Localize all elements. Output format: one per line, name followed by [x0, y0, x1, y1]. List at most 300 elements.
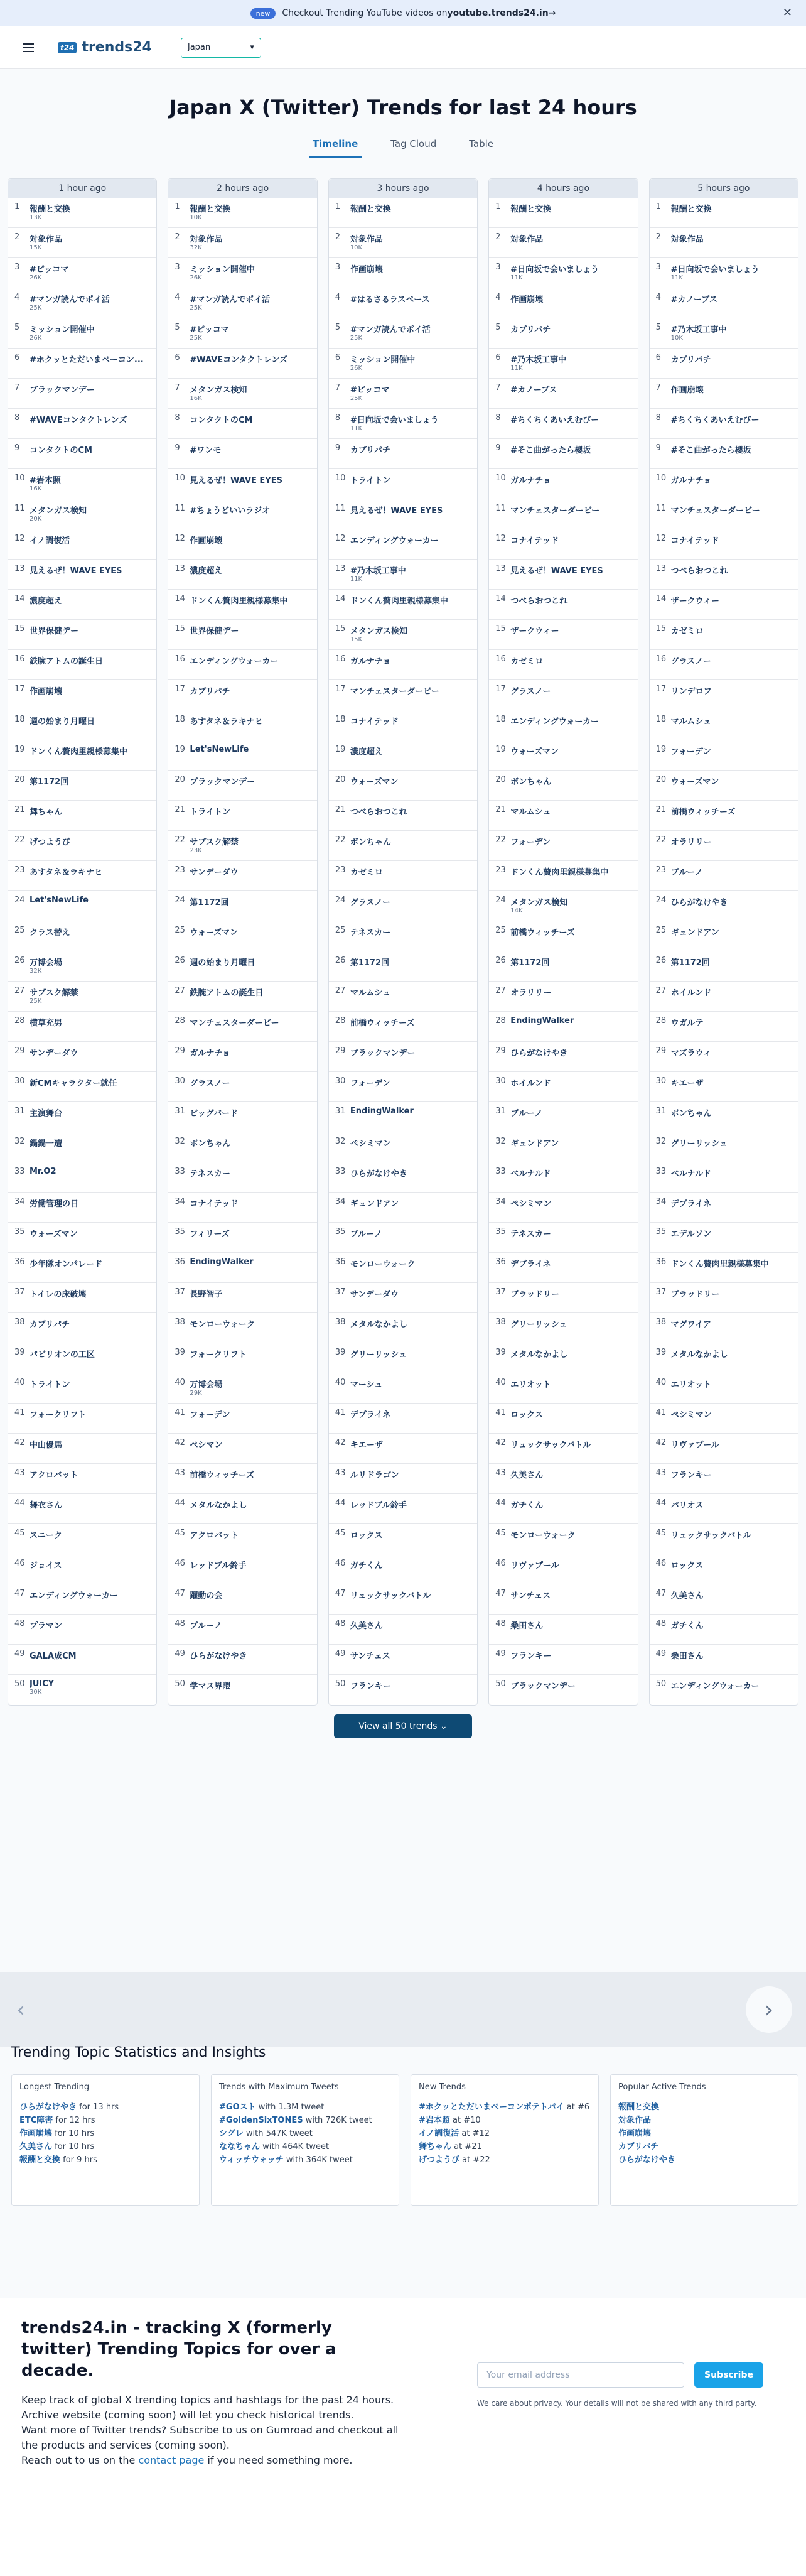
trend-item[interactable] [329, 349, 477, 379]
trend-name[interactable]: 作画崩壊 [190, 536, 223, 546]
trend-name[interactable]: ブラックマンデー [350, 1049, 416, 1058]
trend-item[interactable] [329, 439, 477, 469]
trend-name[interactable]: 対象作品 [190, 235, 223, 244]
trend-item[interactable] [489, 680, 637, 710]
trend-name[interactable]: テネスカー [190, 1169, 230, 1179]
trend-item[interactable] [650, 1464, 798, 1494]
trend-name[interactable]: #日向坂で会いましょう [510, 265, 599, 274]
logo-icon[interactable]: t24 [58, 42, 77, 53]
country-select[interactable] [181, 38, 261, 58]
trend-item[interactable] [329, 620, 477, 650]
trend-item[interactable] [489, 1132, 637, 1162]
trend-item[interactable] [489, 1162, 637, 1193]
trend-name[interactable]: フォーデン [350, 1079, 390, 1088]
trend-name[interactable]: デブライネ [350, 1410, 391, 1420]
stat-trend-link[interactable]: げつようび [419, 2155, 460, 2165]
trend-item[interactable] [329, 650, 477, 680]
trend-item[interactable] [489, 1584, 637, 1615]
trend-name[interactable]: リュックサックバトル [350, 1591, 431, 1601]
trend-name[interactable]: #ピッコマ [190, 325, 229, 335]
trend-item[interactable] [489, 1072, 637, 1102]
stat-trend-link[interactable]: ウィッチウォッチ [219, 2155, 284, 2165]
trend-item[interactable] [489, 1283, 637, 1313]
trend-item[interactable] [650, 921, 798, 951]
trend-name[interactable]: ブラッドリー [670, 1290, 720, 1299]
trend-name[interactable]: メタルなかよし [350, 1320, 407, 1329]
trend-item[interactable] [329, 1584, 477, 1615]
trend-item[interactable] [489, 1645, 637, 1675]
trend-item[interactable] [650, 1404, 798, 1434]
trend-name[interactable]: ペシミマン [670, 1410, 712, 1420]
trend-item[interactable] [8, 1193, 156, 1223]
trend-item[interactable] [489, 620, 637, 650]
trend-item[interactable] [8, 1223, 156, 1253]
trend-item[interactable] [489, 861, 637, 891]
trend-item[interactable] [650, 1313, 798, 1343]
trend-name[interactable]: フランキー [670, 1471, 712, 1480]
trend-item[interactable] [8, 499, 156, 529]
trend-item[interactable] [8, 771, 156, 801]
trend-item[interactable] [650, 198, 798, 228]
trend-item[interactable] [329, 1343, 477, 1373]
trend-item[interactable] [168, 349, 316, 379]
stat-trend-link[interactable]: イノ調復活 [419, 2129, 459, 2138]
trend-item[interactable] [650, 620, 798, 650]
trend-name[interactable]: 久美さん [510, 1471, 544, 1480]
stat-trend-link[interactable]: ひらがなけやき [618, 2155, 676, 2165]
trend-name[interactable]: カブリパチ [30, 1320, 70, 1329]
trend-name[interactable]: レッドブル鈴手 [350, 1501, 407, 1510]
trend-item[interactable] [8, 982, 156, 1012]
trend-name[interactable]: EndingWalker [510, 1016, 574, 1026]
stat-trend-link[interactable]: #GOスト [219, 2102, 256, 2112]
trend-name[interactable]: ガチくん [350, 1561, 383, 1571]
trend-name[interactable]: 第1172回 [670, 958, 710, 968]
trend-name[interactable]: フォーデン [510, 838, 551, 847]
trend-name[interactable]: 世界保健デー [30, 627, 79, 636]
trend-item[interactable] [168, 469, 316, 499]
trend-name[interactable]: サンデーダウ [350, 1290, 399, 1299]
trend-item[interactable] [489, 1404, 637, 1434]
trend-name[interactable]: 躍動の会 [190, 1591, 223, 1601]
trend-item[interactable] [8, 891, 156, 921]
trend-item[interactable] [489, 1313, 637, 1343]
trend-name[interactable]: エンディングウォーカー [30, 1591, 118, 1601]
trend-name[interactable]: コナイテッド [670, 536, 719, 546]
banner-link[interactable]: youtube.trends24.in→ [447, 8, 556, 18]
trend-name[interactable]: フランキー [510, 1652, 552, 1661]
trend-item[interactable] [8, 1072, 156, 1102]
trend-item[interactable] [168, 1253, 316, 1283]
trend-item[interactable] [489, 710, 637, 740]
trend-item[interactable] [8, 1434, 156, 1464]
trend-name[interactable]: 週の始まり月曜日 [30, 717, 95, 727]
trend-item[interactable] [329, 1132, 477, 1162]
trend-item[interactable] [8, 529, 156, 560]
trend-item[interactable] [329, 801, 477, 831]
trend-item[interactable] [329, 318, 477, 349]
trend-name[interactable]: 桑田さん [510, 1621, 544, 1631]
trend-item[interactable] [168, 1554, 316, 1584]
trend-name[interactable]: 鍋鍋一遭 [30, 1139, 63, 1149]
trend-item[interactable] [329, 891, 477, 921]
trend-name[interactable]: #日向坂で会いましょう [670, 265, 760, 274]
trend-name[interactable]: マンチェスターダービー [350, 687, 439, 696]
trend-item[interactable] [489, 801, 637, 831]
trend-name[interactable]: エリオット [510, 1380, 551, 1390]
trend-name[interactable]: サンチェス [350, 1652, 390, 1661]
trend-name[interactable]: 報酬と交換 [190, 205, 231, 214]
trend-item[interactable] [650, 891, 798, 921]
trend-name[interactable]: ブルーノ [190, 1621, 222, 1631]
stat-trend-link[interactable]: 作画崩壊 [19, 2129, 53, 2138]
trend-item[interactable] [489, 590, 637, 620]
trend-item[interactable] [329, 1615, 477, 1645]
trend-item[interactable] [168, 228, 316, 258]
trend-item[interactable] [8, 1132, 156, 1162]
trend-name[interactable]: 対象作品 [30, 235, 63, 244]
trend-name[interactable]: ウォーズマン [510, 747, 559, 757]
trend-item[interactable] [8, 1584, 156, 1615]
trend-item[interactable] [650, 1072, 798, 1102]
trend-name[interactable]: パリオス [670, 1501, 704, 1510]
trend-item[interactable] [168, 1223, 316, 1253]
trend-name[interactable]: トイレの床破壊 [30, 1290, 87, 1299]
trend-name[interactable]: 久美さん [670, 1591, 704, 1601]
trend-item[interactable] [650, 529, 798, 560]
trend-name[interactable]: モンローウォーク [190, 1320, 255, 1329]
trend-item[interactable] [8, 258, 156, 288]
tab-timeline[interactable]: Timeline [309, 138, 362, 158]
trend-name[interactable]: ひらがなけやき [350, 1169, 407, 1179]
trend-name[interactable]: 対象作品 [510, 235, 544, 244]
trend-name[interactable]: 作画崩壊 [670, 386, 704, 395]
trend-name[interactable]: つべらおつこれ [670, 566, 728, 576]
trend-item[interactable] [168, 1675, 316, 1705]
trend-name[interactable]: ベルナルド [510, 1169, 551, 1179]
trend-item[interactable] [329, 409, 477, 439]
trend-name[interactable]: キエーザ [670, 1079, 704, 1088]
trend-name[interactable]: ロックス [510, 1410, 543, 1420]
trend-name[interactable]: 対象作品 [670, 235, 704, 244]
trend-item[interactable] [650, 1494, 798, 1524]
trend-item[interactable] [329, 379, 477, 409]
trend-name[interactable]: コナイテッド [190, 1199, 239, 1209]
stat-trend-link[interactable]: シグレ [219, 2129, 244, 2138]
stat-trend-link[interactable]: ETC障害 [19, 2116, 53, 2125]
trend-item[interactable] [168, 771, 316, 801]
trend-item[interactable] [168, 439, 316, 469]
trend-item[interactable] [168, 620, 316, 650]
trend-name[interactable]: カブリパチ [190, 687, 230, 696]
trend-name[interactable]: ドンくん贅肉里親様募集中 [350, 597, 448, 606]
trend-name[interactable]: 見えるぜ！WAVE EYES [510, 566, 603, 576]
trend-item[interactable] [650, 469, 798, 499]
trend-item[interactable] [650, 228, 798, 258]
trend-name[interactable]: 作画崩壊 [350, 265, 383, 274]
trend-item[interactable] [489, 1373, 637, 1404]
trend-item[interactable] [329, 1102, 477, 1132]
trend-name[interactable]: 前橋ウィッチーズ [350, 1019, 415, 1028]
trend-item[interactable] [650, 1193, 798, 1223]
trend-item[interactable] [329, 1494, 477, 1524]
trend-name[interactable]: トライトン [350, 476, 391, 485]
trend-name[interactable]: 報酬と交換 [350, 205, 391, 214]
trend-name[interactable]: ジョイス [30, 1561, 62, 1571]
trend-name[interactable]: EndingWalker [190, 1257, 254, 1267]
trend-name[interactable]: 学マス界隈 [190, 1682, 231, 1691]
trend-item[interactable] [650, 1584, 798, 1615]
stat-trend-link[interactable]: ひらがなけやき [19, 2102, 77, 2112]
trend-item[interactable] [8, 1102, 156, 1132]
trend-item[interactable] [8, 1524, 156, 1554]
trend-name[interactable]: テネスカー [350, 928, 391, 938]
trend-item[interactable] [8, 650, 156, 680]
trend-item[interactable] [8, 379, 156, 409]
trend-name[interactable]: サンチェス [510, 1591, 551, 1601]
trend-item[interactable] [8, 801, 156, 831]
subscribe-button[interactable]: Subscribe [694, 2362, 763, 2388]
trend-name[interactable]: 作画崩壊 [30, 687, 63, 696]
trend-name[interactable]: 報酬と交換 [670, 205, 712, 214]
trend-item[interactable] [650, 1012, 798, 1042]
trend-name[interactable]: #乃木坂工事中 [350, 566, 406, 576]
trend-item[interactable] [489, 349, 637, 379]
trend-name[interactable]: #ちくちくあいえむびー [510, 416, 599, 425]
trend-item[interactable] [489, 1554, 637, 1584]
trend-name[interactable]: マグワイア [670, 1320, 711, 1329]
trend-name[interactable]: コンタクトのCM [190, 416, 253, 425]
trend-name[interactable]: 第1172回 [190, 898, 229, 907]
trend-name[interactable]: ブラックマンデー [30, 386, 95, 395]
trend-item[interactable] [8, 1162, 156, 1193]
trend-item[interactable] [489, 1253, 637, 1283]
trend-item[interactable] [329, 1313, 477, 1343]
trend-name[interactable]: ミッション開催中 [190, 265, 255, 274]
trend-name[interactable]: グリーリッシュ [350, 1350, 407, 1360]
trend-name[interactable]: ミッション開催中 [30, 325, 95, 335]
trend-item[interactable] [329, 1464, 477, 1494]
trend-item[interactable] [489, 560, 637, 590]
trend-name[interactable]: ミッション開催中 [350, 355, 416, 365]
trend-item[interactable] [489, 1524, 637, 1554]
trend-item[interactable] [168, 710, 316, 740]
trend-name[interactable]: エリオット [670, 1380, 712, 1390]
trend-item[interactable] [8, 1313, 156, 1343]
trend-name[interactable]: つべらおつこれ [510, 597, 568, 606]
trend-item[interactable] [8, 1404, 156, 1434]
trend-item[interactable] [168, 1102, 316, 1132]
trend-name[interactable]: 濃度超え [190, 566, 223, 576]
trend-item[interactable] [8, 1645, 156, 1675]
trend-item[interactable] [650, 1645, 798, 1675]
trend-item[interactable] [489, 1012, 637, 1042]
trend-item[interactable] [329, 1283, 477, 1313]
trend-item[interactable] [168, 1584, 316, 1615]
trend-name[interactable]: ひらがなけやき [510, 1049, 568, 1058]
trend-name[interactable]: #カノーブス [670, 295, 717, 305]
trend-item[interactable] [489, 650, 637, 680]
trend-item[interactable] [489, 1102, 637, 1132]
trend-item[interactable] [168, 1434, 316, 1464]
trend-item[interactable] [168, 1313, 316, 1343]
trend-item[interactable] [489, 771, 637, 801]
trend-name[interactable]: 第1172回 [510, 958, 550, 968]
trend-name[interactable]: #WAVEコンタクトレンズ [190, 355, 287, 365]
trend-name[interactable]: スニーク [30, 1531, 63, 1540]
trend-name[interactable]: モンローウォーク [350, 1260, 416, 1269]
stat-trend-link[interactable]: 久美さん [19, 2142, 53, 2151]
trend-item[interactable] [8, 1554, 156, 1584]
trend-name[interactable]: サンデーダウ [190, 868, 239, 877]
trend-item[interactable] [650, 1283, 798, 1313]
trend-name[interactable]: ブラックマンデー [510, 1682, 576, 1691]
trend-name[interactable]: エンディングウォーカー [190, 657, 279, 666]
trend-name[interactable]: カゼミロ [350, 868, 383, 877]
trend-name[interactable]: ガルナチョ [510, 476, 551, 485]
trend-item[interactable] [650, 499, 798, 529]
trend-item[interactable] [329, 771, 477, 801]
trend-name[interactable]: デブライネ [510, 1260, 551, 1269]
trend-name[interactable]: 見えるぜ！WAVE EYES [350, 506, 443, 516]
trend-item[interactable] [650, 951, 798, 982]
trend-item[interactable] [329, 1554, 477, 1584]
trend-name[interactable]: ひらがなけやき [190, 1652, 247, 1661]
trend-name[interactable]: テネスカー [510, 1230, 551, 1239]
trend-name[interactable]: リヴァプール [670, 1441, 719, 1450]
trend-name[interactable]: メタルなかよし [670, 1350, 728, 1360]
stat-trend-link[interactable]: #GoldenSixTONES [219, 2116, 303, 2125]
trend-name[interactable]: トライトン [190, 808, 231, 817]
stat-trend-link[interactable]: ななちゃん [219, 2142, 261, 2151]
tab-table[interactable]: Table [469, 138, 494, 149]
trend-name[interactable]: プラマン [30, 1621, 63, 1631]
trend-item[interactable] [168, 409, 316, 439]
trend-item[interactable] [489, 921, 637, 951]
trend-item[interactable] [168, 1524, 316, 1554]
trend-item[interactable] [650, 680, 798, 710]
trend-item[interactable] [489, 1464, 637, 1494]
trend-item[interactable] [8, 1464, 156, 1494]
trend-item[interactable] [329, 499, 477, 529]
trend-name[interactable]: #乃木坂工事中 [510, 355, 567, 365]
trend-item[interactable] [650, 1615, 798, 1645]
trend-name[interactable]: ブルーノ [670, 868, 703, 877]
trend-name[interactable]: ペシミマン [510, 1199, 552, 1209]
trend-name[interactable]: ウォーズマン [350, 777, 399, 787]
trend-name[interactable]: 中山優馬 [30, 1441, 63, 1450]
trend-name[interactable]: リュックサックバトル [510, 1441, 591, 1450]
trend-name[interactable]: #ホクッとただいまベーコン... [30, 355, 144, 365]
trend-item[interactable] [168, 1193, 316, 1223]
trend-item[interactable] [489, 499, 637, 529]
trend-name[interactable]: ギュンドアン [510, 1139, 559, 1149]
trend-item[interactable] [168, 1373, 316, 1404]
trend-name[interactable]: メタンガス検知 [30, 506, 87, 516]
trend-name[interactable]: マンチェスターダービー [670, 506, 760, 516]
trend-item[interactable] [489, 1223, 637, 1253]
trend-name[interactable]: フォーデン [670, 747, 711, 757]
trend-item[interactable] [489, 1675, 637, 1705]
trend-name[interactable]: コナイテッド [350, 717, 399, 727]
trend-item[interactable] [489, 379, 637, 409]
trend-item[interactable] [489, 198, 637, 228]
trend-name[interactable]: #マンガ読んでポイ活 [350, 325, 431, 335]
trend-item[interactable] [650, 1343, 798, 1373]
trend-item[interactable] [489, 469, 637, 499]
trend-name[interactable]: Let'sNewLife [30, 896, 89, 905]
trend-item[interactable] [8, 831, 156, 861]
trend-item[interactable] [650, 560, 798, 590]
trend-item[interactable] [168, 560, 316, 590]
trend-name[interactable]: 主演舞台 [30, 1109, 63, 1118]
trend-name[interactable]: ボンちゃん [670, 1109, 712, 1118]
trend-name[interactable]: ガルナチョ [190, 1049, 231, 1058]
trend-name[interactable]: カゼミロ [510, 657, 544, 666]
trend-item[interactable] [8, 861, 156, 891]
trend-name[interactable]: デブライネ [670, 1199, 712, 1209]
trend-item[interactable] [650, 1162, 798, 1193]
trend-name[interactable]: 前橋ウィッチーズ [510, 928, 575, 938]
trend-item[interactable] [8, 1253, 156, 1283]
trend-item[interactable] [650, 1675, 798, 1705]
trend-name[interactable]: フォークリフト [190, 1350, 247, 1360]
trend-item[interactable] [8, 1373, 156, 1404]
trend-name[interactable]: 濃度超え [30, 597, 63, 606]
trend-item[interactable] [329, 1434, 477, 1464]
trend-name[interactable]: #乃木坂工事中 [670, 325, 727, 335]
trend-item[interactable] [329, 1645, 477, 1675]
trend-item[interactable] [650, 1042, 798, 1072]
trend-name[interactable]: ドンくん贅肉里親様募集中 [510, 868, 609, 877]
trend-name[interactable]: GALA成CM [30, 1652, 77, 1661]
trend-name[interactable]: マズラウィ [670, 1049, 711, 1058]
menu-icon[interactable] [23, 43, 34, 52]
trend-item[interactable] [489, 439, 637, 469]
trend-name[interactable]: ザークウィー [670, 597, 719, 606]
trend-item[interactable] [329, 1404, 477, 1434]
trend-name[interactable]: エンディングウォーカー [670, 1682, 760, 1691]
trend-name[interactable]: ガルナチョ [670, 476, 712, 485]
trend-item[interactable] [329, 258, 477, 288]
trend-name[interactable]: トライトン [30, 1380, 70, 1390]
stat-trend-link[interactable]: カブリパチ [618, 2142, 659, 2151]
trend-item[interactable] [8, 620, 156, 650]
trend-item[interactable] [168, 831, 316, 861]
trend-name[interactable]: #WAVEコンタクトレンズ [30, 416, 127, 425]
trend-name[interactable]: コンタクトのCM [30, 446, 92, 455]
trend-item[interactable] [329, 529, 477, 560]
trend-item[interactable] [329, 861, 477, 891]
trend-name[interactable]: メタンガス検知 [350, 627, 407, 636]
trend-name[interactable]: ドンくん贅肉里親様募集中 [30, 747, 128, 757]
trend-item[interactable] [329, 1072, 477, 1102]
stat-trend-link[interactable]: #岩本照 [419, 2116, 450, 2125]
trend-item[interactable] [329, 921, 477, 951]
trend-item[interactable] [168, 921, 316, 951]
trend-name[interactable]: ブラッドリー [510, 1290, 559, 1299]
trend-name[interactable]: マルムシュ [670, 717, 711, 727]
trend-item[interactable] [8, 1042, 156, 1072]
trend-item[interactable] [168, 680, 316, 710]
trend-name[interactable]: マルムシュ [510, 808, 551, 817]
trend-item[interactable] [8, 439, 156, 469]
trend-item[interactable] [168, 801, 316, 831]
trend-item[interactable] [489, 409, 637, 439]
trend-name[interactable]: #ワンモ [190, 446, 222, 455]
trend-item[interactable] [489, 529, 637, 560]
trend-item[interactable] [329, 469, 477, 499]
